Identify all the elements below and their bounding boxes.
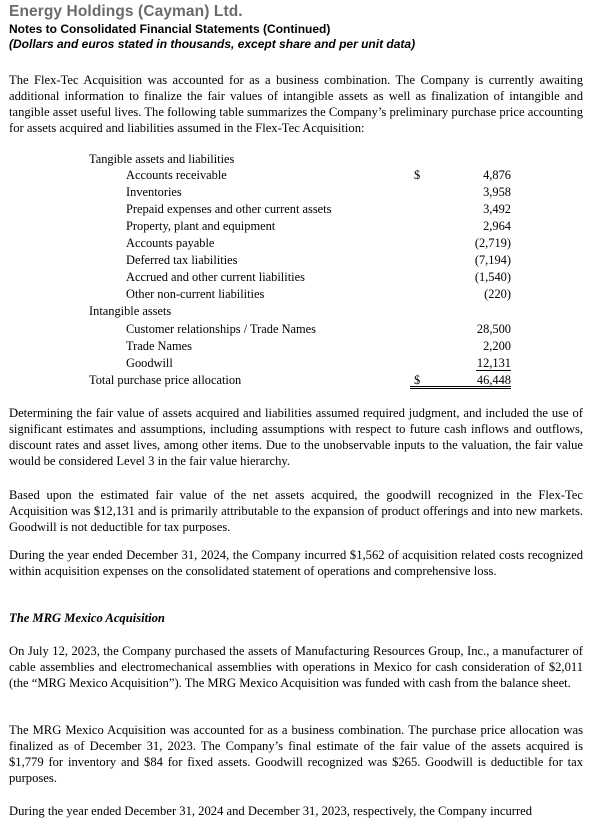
row-label: Accrued and other current liabilities [126, 270, 305, 284]
row-value: (7,194) [474, 253, 511, 267]
table-row [0, 286, 601, 303]
row-label: Deferred tax liabilities [126, 253, 238, 267]
paragraph-goodwill: Based upon the estimated fair value of the net assets acquired, the goodwill recognized in the Flex-Tec Acquisition was $12,131 and is primarily attributable to the expansion of product offerings and into new markets. Goodwill is not deductible for tax purposes. [9, 488, 583, 534]
paragraph-mrg-accounting: The MRG Mexico Acquisition was accounted for as a business combination. The purchase price allocation was finalized as of December 31, 2023. The Company’s final estimate of the fair value of the assets acquired is $1,779 for inventory and $84 for fixed assets. Goodwill recognized was $265. Goodwill is deductible for tax purposes. [9, 723, 583, 785]
table-row [0, 151, 601, 168]
notes-title: Notes to Consolidated Financial Statements (Continued) [9, 22, 331, 36]
row-label: Accounts payable [126, 236, 215, 250]
units-note: (Dollars and euros stated in thousands, except share and per unit data) [9, 37, 416, 51]
table-row [0, 303, 601, 320]
row-label: Customer relationships / Trade Names [126, 322, 316, 336]
row-label: Inventories [126, 185, 182, 199]
total-rule-top [410, 386, 511, 387]
table-row [0, 167, 601, 184]
row-label: Trade Names [126, 339, 192, 353]
paragraph-fair-value: Determining the fair value of assets acquired and liabilities assumed required judgment, and included the use of significant estimates and assumptions, including assumptions with respect to future cash inflows and outflows, discount rates and asset lives, among other items. Due to the unobservable inputs to the valuation, the fair value would be considered Level 3 in the fair value hierarchy. [9, 406, 583, 468]
table-row [0, 321, 601, 338]
section-heading-intangible: Intangible assets [89, 304, 172, 318]
total-label: Total purchase price allocation [89, 373, 242, 387]
section-heading-tangible: Tangible assets and liabilities [89, 152, 235, 166]
paragraph-mrg-purchase: On July 12, 2023, the Company purchased the assets of Manufacturing Resources Group, Inc., a manufacturer of cable assemblies and electromechanical assemblies with operations in Mexico for cash consideration of $2,011 (the “MRG Mexico Acquisition”). The MRG Mexico Acquisition was funded with cash from the balance sheet. [9, 644, 583, 690]
row-label: Prepaid expenses and other current assets [126, 202, 332, 216]
total-rule-bottom [410, 388, 511, 389]
row-label: Other non-current liabilities [126, 287, 265, 301]
table-row [0, 235, 601, 252]
row-label: Property, plant and equipment [126, 219, 276, 233]
row-label: Goodwill [126, 356, 173, 370]
row-value: 3,492 [483, 202, 511, 216]
row-label: Accounts receivable [126, 168, 227, 182]
total-value: 46,448 [476, 373, 511, 387]
company-name: Energy Holdings (Cayman) Ltd. [9, 3, 243, 20]
table-row [0, 201, 601, 218]
row-value: 28,500 [476, 322, 511, 336]
subtotal-rule [476, 370, 511, 371]
row-value: 12,131 [476, 356, 511, 370]
row-value: (2,719) [474, 236, 511, 250]
table-row [0, 184, 601, 201]
table-row [0, 218, 601, 235]
row-value: 2,200 [483, 339, 511, 353]
table-row [0, 252, 601, 269]
currency-symbol: $ [414, 168, 421, 182]
subheading-mrg: The MRG Mexico Acquisition [9, 611, 165, 625]
row-value: (220) [484, 287, 511, 301]
currency-symbol: $ [414, 373, 421, 387]
paragraph-intro: The Flex-Tec Acquisition was accounted for as a business combination. The Company is currently awaiting additional information to finalize the fair values of intangible assets as well as finalization of intangible and tangible asset useful lives. The following table summarizes the Company’s preliminary purchase price accounting for assets acquired and liabilities assumed in the Flex-Tec Acquisition: [9, 73, 583, 135]
row-value: 2,964 [483, 219, 511, 233]
row-value: (1,540) [474, 270, 511, 284]
purchase-price-table [0, 151, 601, 391]
row-value: 3,958 [483, 185, 511, 199]
table-row [0, 338, 601, 355]
table-row [0, 269, 601, 286]
paragraph-costs: During the year ended December 31, 2024, the Company incurred $1,562 of acquisition related costs recognized within acquisition expenses on the consolidated statement of operations and comprehensive loss. [9, 548, 583, 578]
paragraph-mrg-costs: During the year ended December 31, 2024 and December 31, 2023, respectively, the Company incurred [9, 804, 533, 818]
row-value: 4,876 [483, 168, 511, 182]
